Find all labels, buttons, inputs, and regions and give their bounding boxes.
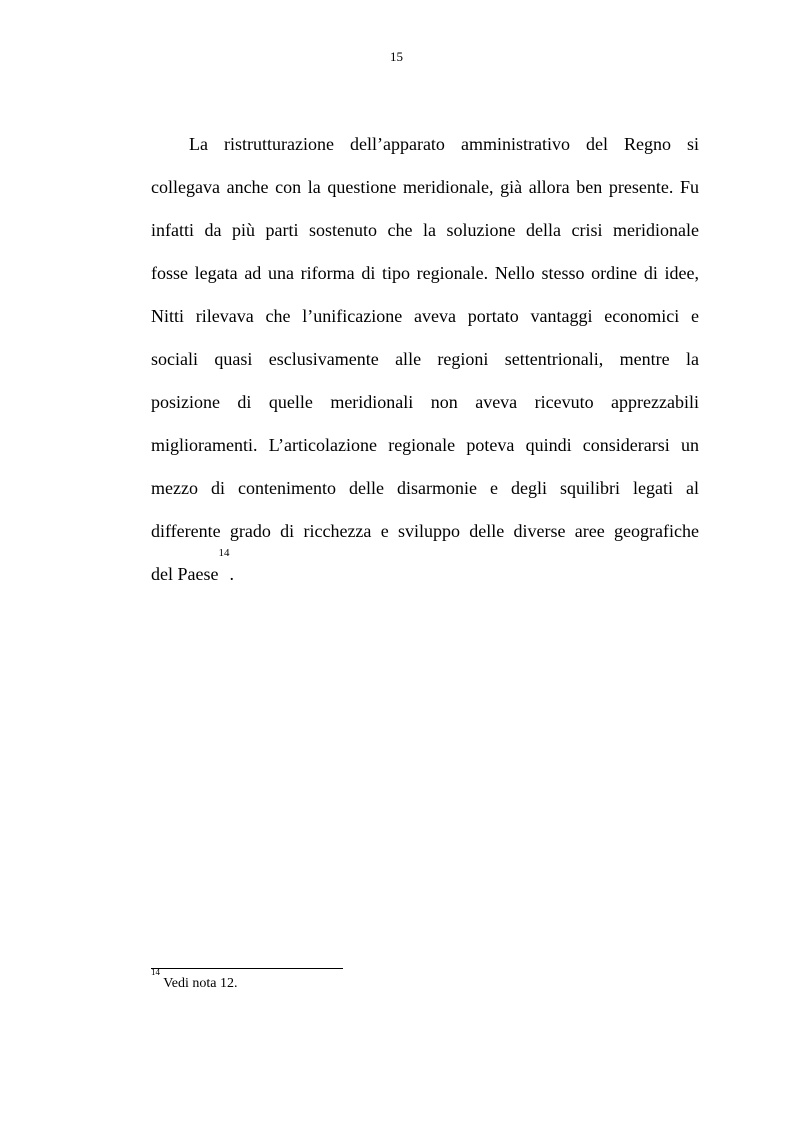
- footnote: [151, 967, 238, 993]
- paragraph-line: Nitti rilevava che l’unificazione aveva portato vantaggi economici e: [151, 306, 699, 326]
- last-line-text: del Paese: [151, 564, 219, 584]
- body-paragraph: [151, 128, 699, 601]
- page-number: 15: [390, 49, 403, 64]
- paragraph-line: posizione di quelle meridionali non aveva ricevuto apprezzabili: [151, 392, 699, 412]
- footnote-separator: [151, 968, 343, 969]
- footnote-reference[interactable]: 14: [218, 547, 230, 559]
- last-line-end: .: [229, 564, 234, 584]
- paragraph-line: fosse legata ad una riforma di tipo regionale. Nello stesso ordine di idee,: [151, 263, 699, 283]
- paragraph-line: mezzo di contenimento delle disarmonie e degli squilibri legati al: [151, 478, 699, 498]
- footnote-marker: 14: [151, 967, 160, 977]
- paragraph-line: differente grado di ricchezza e sviluppo delle diverse aree geografiche: [151, 521, 699, 541]
- paragraph-line: collegava anche con la questione meridionale, già allora ben presente. Fu: [151, 177, 699, 197]
- paragraph-last-line: [151, 547, 699, 601]
- paragraph-line: miglioramenti. L’articolazione regionale poteva quindi considerarsi un: [151, 435, 699, 455]
- paragraph-line: sociali quasi esclusivamente alle regioni settentrionali, mentre la: [151, 349, 699, 369]
- paragraph-line: infatti da più parti sostenuto che la soluzione della crisi meridionale: [151, 220, 699, 240]
- paragraph-line: La ristrutturazione dell’apparato amministrativo del Regno si: [189, 134, 699, 154]
- footnote-text: Vedi nota 12.: [160, 976, 238, 991]
